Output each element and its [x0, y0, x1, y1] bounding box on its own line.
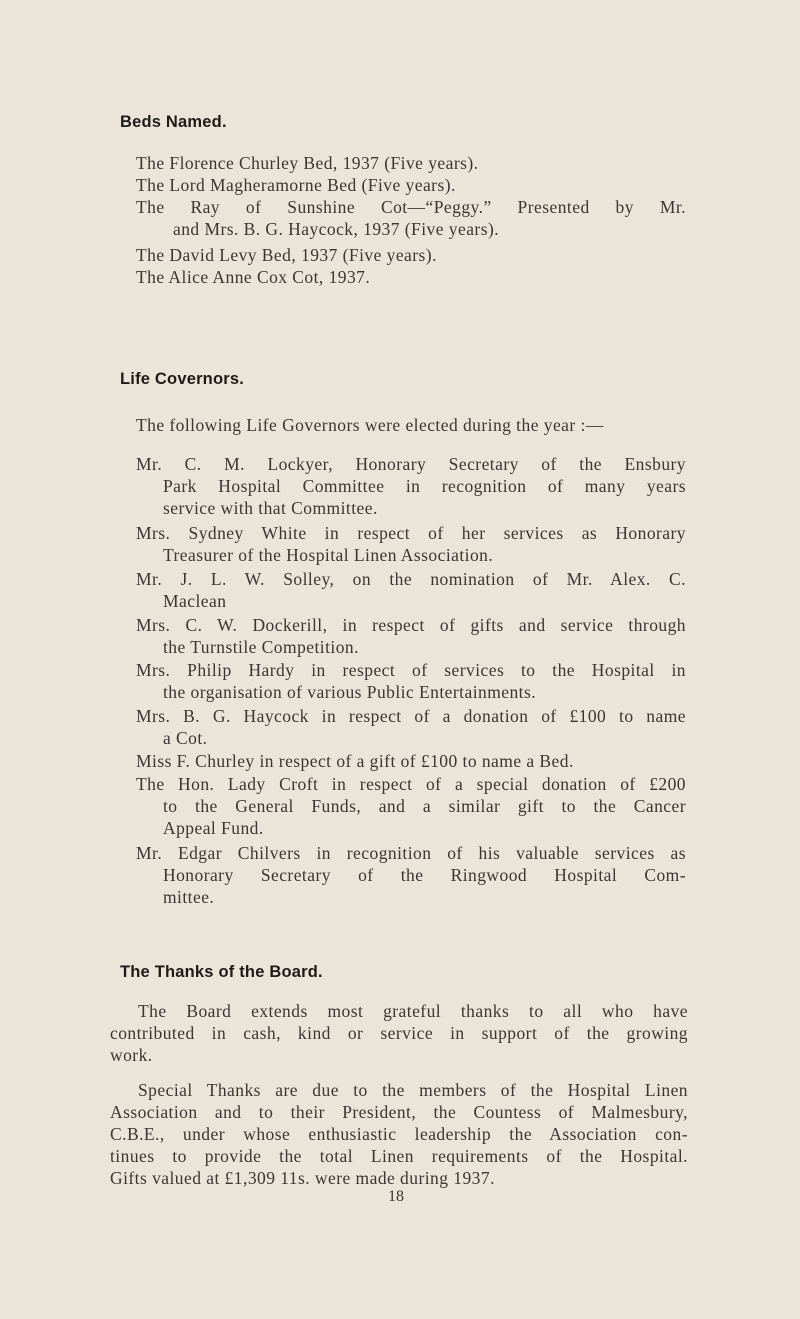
thanks-of-the-board-paragraph [110, 1000, 688, 1066]
beds-named-paragraph [136, 174, 686, 196]
text-line: service with that Committee. [163, 498, 378, 518]
beds-named-paragraph [136, 152, 686, 174]
text-line: The Hon. Lady Croft in respect of a special donation of £200 [136, 774, 686, 794]
thanks-of-the-board-paragraph [110, 1079, 688, 1189]
text-line: Mr. C. M. Lockyer, Honorary Secretary of the Ensbury [136, 454, 686, 474]
beds-named-paragraph [136, 196, 686, 240]
text-line: The Florence Churley Bed, 1937 (Five years). [136, 153, 479, 173]
text-line: Honorary Secretary of the Ringwood Hospital Com- [163, 865, 686, 885]
page-number: 18 [388, 1188, 404, 1205]
life-governors-paragraph [136, 705, 686, 749]
text-line: The Alice Anne Cox Cot, 1937. [136, 267, 371, 287]
text-line: work. [110, 1045, 153, 1065]
text-line: the Turnstile Competition. [163, 637, 359, 657]
life-governors-paragraph [136, 750, 686, 772]
life-governors-paragraph [136, 414, 686, 436]
text-line: Mrs. Philip Hardy in respect of services to the Hospital in [136, 660, 686, 680]
thanks-of-the-board-heading: The Thanks of the Board. [120, 963, 323, 981]
text-line: Miss F. Churley in respect of a gift of £100 to name a Bed. [136, 751, 574, 771]
text-line: a Cot. [163, 728, 208, 748]
text-line: Mrs. Sydney White in respect of her services as Honorary [136, 523, 686, 543]
text-line: Appeal Fund. [163, 818, 264, 838]
text-line: tinues to provide the total Linen requirements of the Hospital. [110, 1146, 688, 1166]
life-governors-paragraph [136, 842, 686, 908]
text-line: The Lord Magheramorne Bed (Five years). [136, 175, 456, 195]
text-line: The Board extends most grateful thanks to all who have [138, 1001, 688, 1021]
life-governors-paragraph [136, 453, 686, 519]
text-line: The David Levy Bed, 1937 (Five years). [136, 245, 437, 265]
life-governors-heading: Life Covernors. [120, 370, 245, 388]
text-line: The following Life Governors were elected during the year :— [136, 415, 604, 435]
text-line: the organisation of various Public Entertainments. [163, 682, 537, 702]
text-line: mittee. [163, 887, 215, 907]
text-line: Treasurer of the Hospital Linen Association. [163, 545, 494, 565]
text-line: contributed in cash, kind or service in support of the growing [110, 1023, 688, 1043]
life-governors-paragraph [136, 568, 686, 612]
life-governors-paragraph [136, 614, 686, 658]
beds-named-heading: Beds Named. [120, 113, 227, 131]
beds-named-paragraph [136, 266, 686, 288]
life-governors-paragraph [136, 659, 686, 703]
text-line: Maclean [163, 591, 227, 611]
text-line: The Ray of Sunshine Cot—“Peggy.” Presented by Mr. [136, 197, 686, 217]
text-line: Gifts valued at £1,309 11s. were made during 1937. [110, 1168, 495, 1188]
life-governors-paragraph [136, 522, 686, 566]
text-line: Park Hospital Committee in recognition of many years [163, 476, 686, 496]
text-line: Association and to their President, the Countess of Malmesbury, [110, 1102, 688, 1122]
beds-named-paragraph [136, 244, 686, 266]
text-line: Special Thanks are due to the members of the Hospital Linen [138, 1080, 688, 1100]
text-line: Mrs. B. G. Haycock in respect of a donation of £100 to name [136, 706, 686, 726]
text-line: Mrs. C. W. Dockerill, in respect of gifts and service through [136, 615, 686, 635]
text-line: C.B.E., under whose enthusiastic leadership the Association con- [110, 1124, 688, 1144]
text-line: Mr. Edgar Chilvers in recognition of his valuable services as [136, 843, 686, 863]
text-line: and Mrs. B. G. Haycock, 1937 (Five years). [173, 219, 500, 239]
text-line: to the General Funds, and a similar gift to the Cancer [163, 796, 686, 816]
life-governors-paragraph [136, 773, 686, 839]
text-line: Mr. J. L. W. Solley, on the nomination of Mr. Alex. C. [136, 569, 686, 589]
